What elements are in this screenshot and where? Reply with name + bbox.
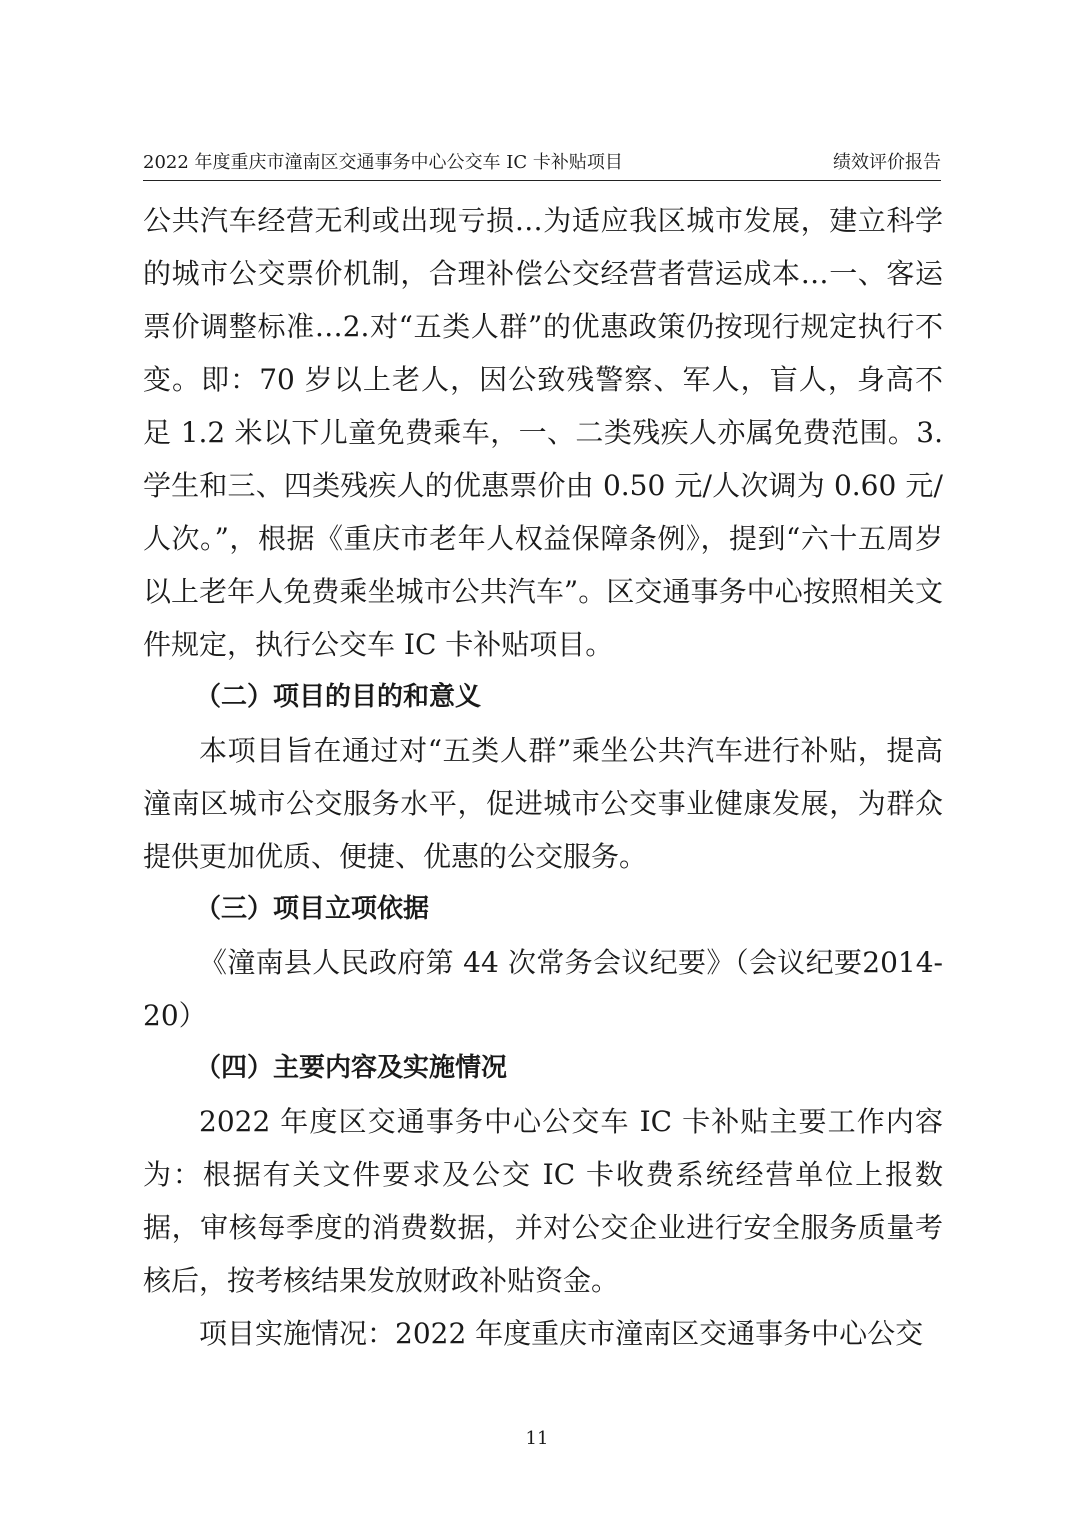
section-heading-purpose: （二）项目的目的和意义 (195, 682, 482, 712)
paragraph-implementation: 项目实施情况：2022 年度重庆市潼南区交通事务中心公交 (199, 1317, 924, 1350)
page-header (143, 146, 941, 181)
header-project-title: 2022 年度重庆市潼南区交通事务中心公交车 IC 卡补贴项目 (143, 152, 623, 173)
paragraph-background-continued: 公共汽车经营无利或出现亏损…为适应我区城市发展，建立科学的城市公交票价机制，合理补偿公交经营者营运成本…一、客运票价调整标准…2.对“五类人群”的优惠政策仍按现行规定执行不变。即：70 岁以上老人，因公致残警察、军人，盲人，身高不足 1.2 米以下儿童免费乘车，一、二类残疾人亦属免费范围。3.学生和三、四类残疾人的优惠票价由 0.50 元/人次调为 0.60 元/人次。”，根据《重庆市老年人权益保障条例》，提到“六十五周岁以上老年人免费乘坐城市公共汽车”。区交通事务中心按照相关文件规定，执行公交车 IC 卡补贴项目。 (143, 204, 943, 661)
paragraph-content: 2022 年度区交通事务中心公交车 IC 卡补贴主要工作内容为：根据有关文件要求及公交 IC 卡收费系统经营单位上报数据，审核每季度的消费数据，并对公交企业进行安全服务质量考核后，按考核结果发放财政补贴资金。 (143, 1105, 943, 1297)
section-heading-basis: （三）项目立项依据 (195, 894, 430, 924)
page-number: 11 (525, 1428, 549, 1449)
header-report-type: 绩效评价报告 (833, 152, 941, 173)
section-heading-content: （四）主要内容及实施情况 (195, 1053, 508, 1083)
document-body (143, 194, 943, 1360)
paragraph-basis: 《潼南县人民政府第 44 次常务会议纪要》（会议纪要2014-20） (143, 946, 943, 1032)
paragraph-purpose: 本项目旨在通过对“五类人群”乘坐公共汽车进行补贴，提高潼南区城市公交服务水平，促进城市公交事业健康发展，为群众提供更加优质、便捷、优惠的公交服务。 (143, 734, 943, 873)
